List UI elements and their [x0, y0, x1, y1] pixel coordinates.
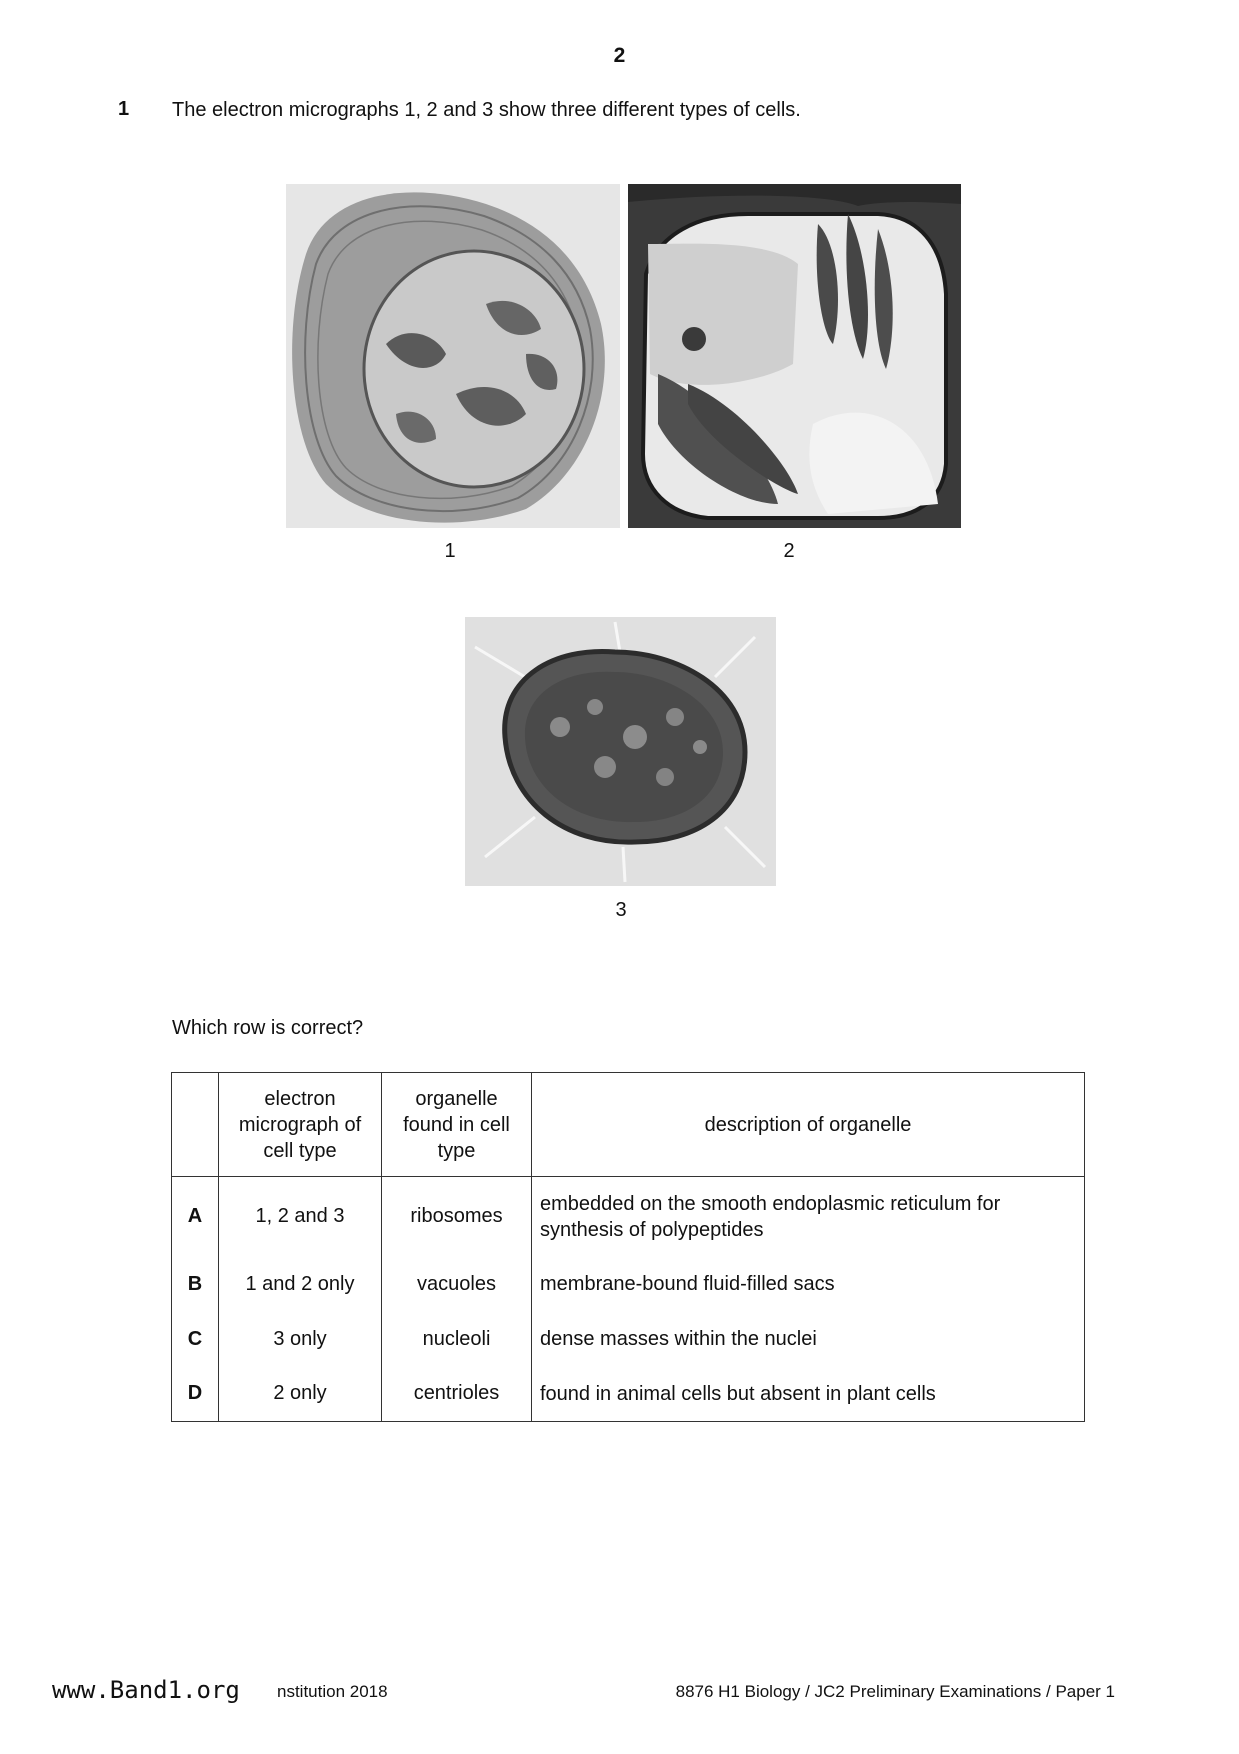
row-organelle: ribosomes: [382, 1177, 532, 1257]
table-row: [172, 1312, 1085, 1367]
question-number: 1: [118, 98, 130, 120]
micrograph-3-label: 3: [615, 899, 627, 921]
page-number: 2: [613, 44, 626, 67]
header-letter: [172, 1073, 219, 1177]
row-micrograph: 1 and 2 only: [219, 1257, 382, 1312]
row-micrograph: 2 only: [219, 1367, 382, 1422]
row-letter: D: [172, 1367, 219, 1422]
table-row: [172, 1177, 1085, 1257]
row-letter: A: [172, 1177, 219, 1257]
micrograph-1-label: 1: [444, 540, 456, 562]
micrograph-2-label: 2: [783, 540, 795, 562]
row-organelle: centrioles: [382, 1367, 532, 1422]
row-organelle: vacuoles: [382, 1257, 532, 1312]
row-description: membrane-bound fluid-filled sacs: [532, 1257, 1085, 1312]
footer-institution: nstitution 2018: [277, 1682, 388, 1701]
row-micrograph: 3 only: [219, 1312, 382, 1367]
footer-paper-info: 8876 H1 Biology / JC2 Preliminary Examinations / Paper 1: [675, 1682, 1115, 1701]
row-organelle: nucleoli: [382, 1312, 532, 1367]
answer-table: [171, 1072, 1085, 1422]
micrograph-3-bacterial-cell: [465, 617, 776, 886]
header-micrograph: electron micrograph of cell type: [219, 1073, 382, 1177]
question-stem: The electron micrographs 1, 2 and 3 show three different types of cells.: [172, 99, 801, 121]
table-row: [172, 1367, 1085, 1422]
table-row: [172, 1257, 1085, 1312]
table-header-row: [172, 1073, 1085, 1177]
row-description: dense masses within the nuclei: [532, 1312, 1085, 1367]
row-micrograph: 1, 2 and 3: [219, 1177, 382, 1257]
row-description: embedded on the smooth endoplasmic reticulum for synthesis of polypeptides: [532, 1177, 1085, 1257]
question-prompt: Which row is correct?: [172, 1017, 364, 1039]
micrograph-2-plant-cell: [628, 184, 961, 528]
footer-website: www.Band1.org: [52, 1676, 240, 1704]
micrograph-1-animal-cell: [286, 184, 620, 528]
header-description: description of organelle: [532, 1073, 1085, 1177]
row-letter: B: [172, 1257, 219, 1312]
header-organelle: organelle found in cell type: [382, 1073, 532, 1177]
row-description: found in animal cells but absent in plant cells: [532, 1367, 1085, 1422]
row-letter: C: [172, 1312, 219, 1367]
